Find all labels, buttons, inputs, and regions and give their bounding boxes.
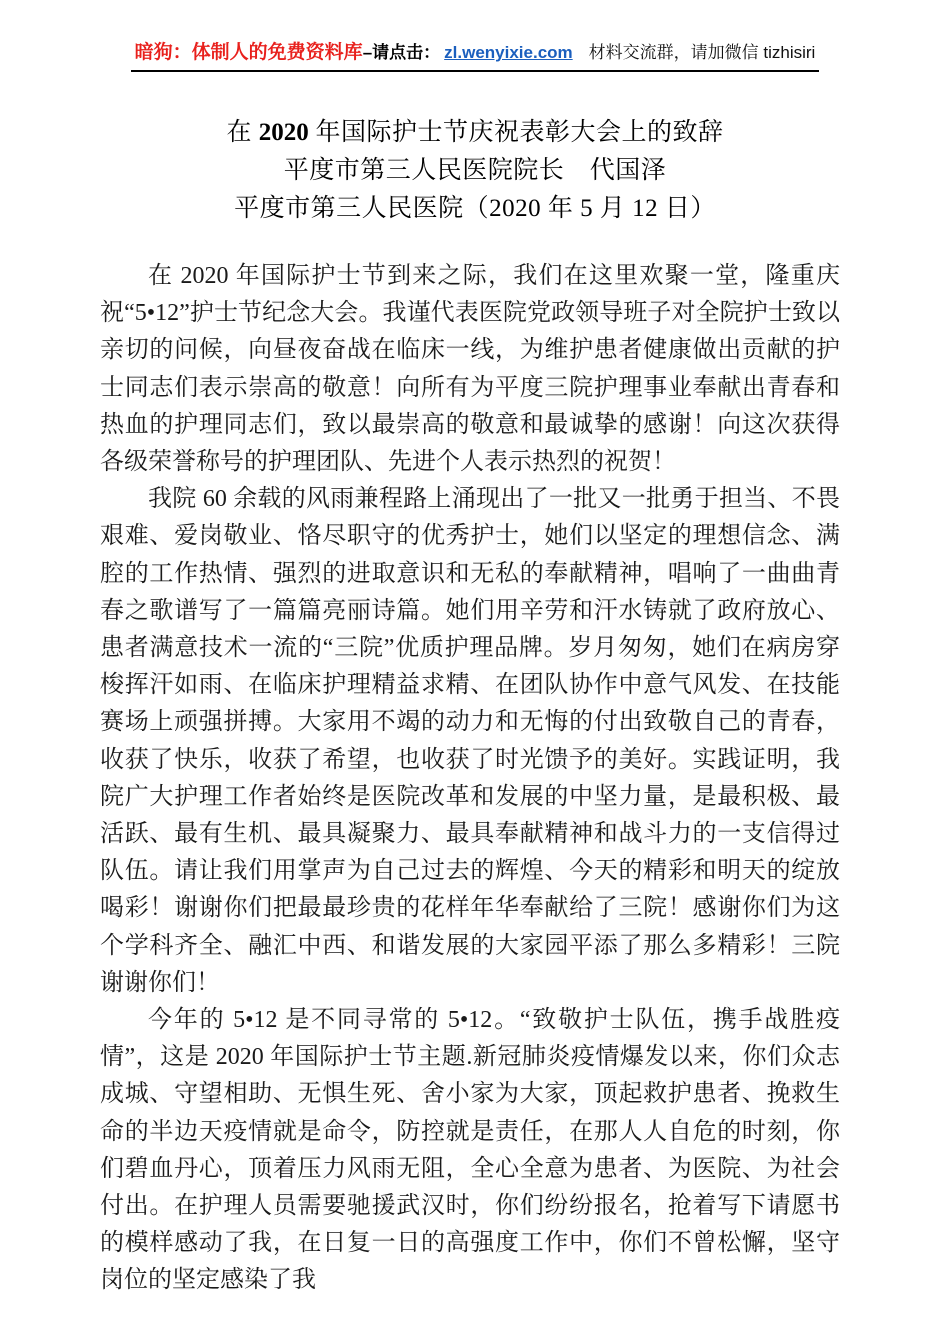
promo-site-link[interactable]: zl.wenyixie.com: [444, 43, 573, 62]
body-paragraph: 今年的 5•12 是不同寻常的 5•12。“致敬护士队伍，携手战胜疫情”，这是 2020 年国际护士节主题.新冠肺炎疫情爆发以来，你们众志成城、守望相助、无惧生死、舍小家为大家，顶起救护患者、挽救生命的半边天疫情就是命令，防控就是责任，在那人人自危的时刻，你们碧血丹心，顶着压力风雨无阻，全心全意为患者、为医院、为社会付出。在护理人员需要驰援武汉时，你们纷纷报名，抢着写下请愿书的模样感动了我，在日复一日的高强度工作中，你们不曾松懈，坚守岗位的坚定感染了我: [100, 1007, 840, 1294]
document-title-block: [0, 114, 950, 228]
promo-banner-inner: [131, 40, 820, 72]
title-line-1-year: 2020: [258, 119, 309, 146]
title-line-1: [0, 114, 950, 152]
promo-brand-text: 暗狗：体制人的免费资料库: [134, 42, 363, 63]
promo-banner: [0, 40, 950, 76]
promo-click-prompt: –请点击：: [362, 43, 441, 62]
promo-wechat-text: 材料交流群，请加微信 tizhisiri: [588, 43, 816, 62]
body-paragraph: 我院 60 余载的风雨兼程路上涌现出了一批又一批勇于担当、不畏艰难、爱岗敬业、恪尽职守的优秀护士，她们以坚定的理想信念、满腔的工作热情、强烈的进取意识和无私的奉献精神，唱响了一曲曲青春之歌谱写了一篇篇亮丽诗篇。她们用辛劳和汗水铸就了政府放心、患者满意技术一流的“三院”优质护理品牌。岁月匆匆，她们在病房穿梭挥汗如雨、在临床护理精益求精、在团队协作中意气风发、在技能赛场上顽强拼搏。大家用不竭的动力和无悔的付出致敬自己的青春，收获了快乐，收获了希望，也收获了时光馈予的美好。实践证明，我院广大护理工作者始终是医院改革和发展的中坚力量，是最积极、最活跃、最有生机、最具凝聚力、最具奉献精神和战斗力的一支信得过队伍。请让我们用掌声为自己过去的辉煌、今天的精彩和明天的绽放喝彩！谢谢你们把最最珍贵的花样年华奉献给了三院！感谢你们为这个学科齐全、融汇中西、和谐发展的大家园平添了那么多精彩！三院谢谢你们！: [100, 486, 840, 996]
title-line-1-suffix: 年国际护士节庆祝表彰大会上的致辞: [308, 119, 724, 146]
title-line-1-prefix: 在: [226, 119, 259, 146]
body-paragraph: 在 2020 年国际护士节到来之际，我们在这里欢聚一堂，隆重庆祝“5•12”护士节纪念大会。我谨代表医院党政领导班子对全院护士致以亲切的问候，向昼夜奋战在临床一线，为维护患者健康做出贡献的护士同志们表示崇高的敬意！向所有为平度三院护理事业奉献出青春和热血的护理同志们，致以最崇高的敬意和最诚挚的感谢！向这次获得各级荣誉称号的护理团队、先进个人表示热烈的祝贺！: [100, 263, 840, 476]
document-body: [100, 258, 840, 1300]
title-line-2: 平度市第三人民医院院长 代国泽: [283, 157, 667, 184]
title-line-3: 平度市第三人民医院（2020 年 5 月 12 日）: [234, 195, 716, 222]
